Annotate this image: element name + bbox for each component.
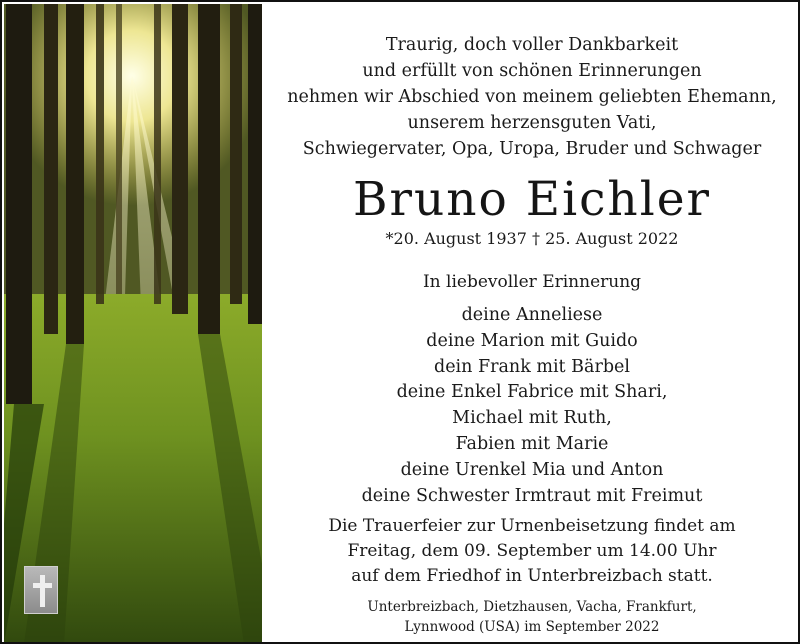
deceased-name: Bruno Eichler	[352, 172, 712, 227]
ceremony-line: Die Trauerfeier zur Urnenbeisetzung findet am	[328, 516, 736, 536]
places-date	[264, 598, 800, 637]
intro-line: und erfüllt von schönen Erinnerungen	[362, 61, 702, 81]
intro-text	[264, 32, 800, 162]
places-line: Unterbreizbach, Dietzhausen, Vacha, Frankfurt,	[367, 599, 697, 615]
intro-line: Schwiegervater, Opa, Uropa, Bruder und Schwager	[302, 139, 762, 159]
family-member: dein Frank mit Bärbel	[434, 356, 630, 377]
family-member: Fabien mit Marie	[455, 433, 609, 454]
family-member: deine Marion mit Guido	[426, 330, 638, 351]
intro-line: unserem herzensguten Vati,	[407, 113, 657, 133]
forest-sunlight-photo	[4, 4, 262, 644]
ceremony-line: auf dem Friedhof in Unterbreizbach statt.	[351, 566, 713, 586]
remembrance-heading: In liebevoller Erinnerung	[422, 272, 642, 292]
places-line: Lynnwood (USA) im September 2022	[404, 618, 660, 635]
cross-icon	[24, 566, 58, 614]
forest-illustration	[4, 4, 262, 644]
family-member: deine Schwester Irmtraut mit Freimut	[361, 485, 703, 506]
ceremony-line: Freitag, dem 09. September um 14.00 Uhr	[347, 541, 717, 561]
intro-line: Traurig, doch voller Dankbarkeit	[385, 35, 679, 55]
ceremony-info	[264, 514, 800, 589]
family-list	[264, 303, 800, 509]
life-dates: *20. August 1937 † 25. August 2022	[385, 229, 679, 248]
family-member: deine Urenkel Mia und Anton	[400, 459, 664, 480]
notice-text	[264, 2, 800, 644]
intro-line: nehmen wir Abschied von meinem geliebten Ehemann,	[287, 87, 777, 107]
family-member: Michael mit Ruth,	[452, 408, 612, 429]
family-member: deine Anneliese	[461, 305, 603, 325]
family-member: deine Enkel Fabrice mit Shari,	[396, 382, 668, 403]
